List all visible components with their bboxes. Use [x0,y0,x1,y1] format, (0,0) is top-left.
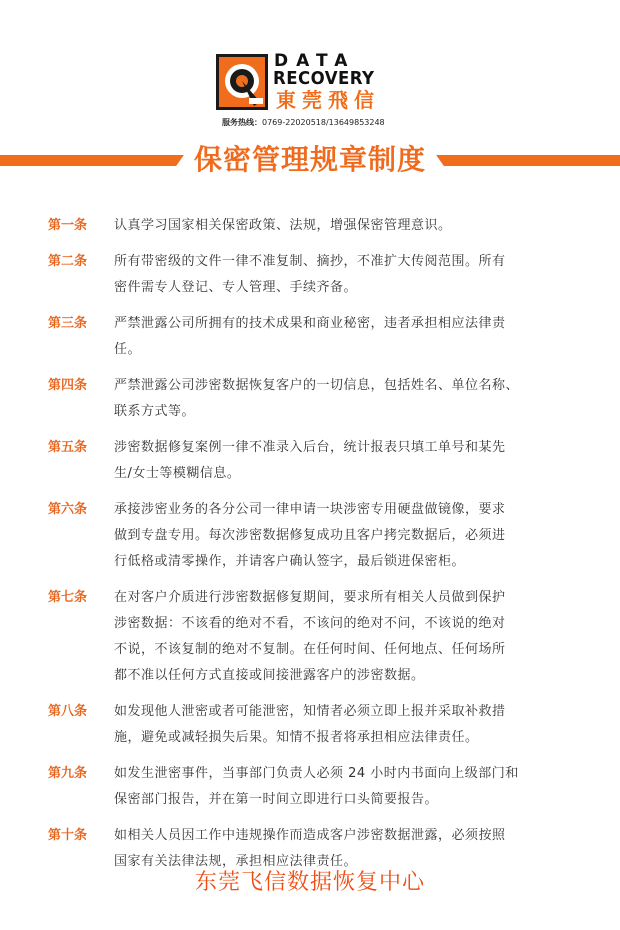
rule-line: 在对客户介质进行涉密数据修复期间，要求所有相关人员做到保护 [114,590,506,605]
rule-label: 第七条 [48,590,88,605]
rule-text [114,497,576,575]
rule-item [0,213,620,239]
rule-line: 严禁泄露公司涉密数据恢复客户的一切信息，包括姓名、单位名称、 [114,378,520,393]
rule-line: 严禁泄露公司所拥有的技术成果和商业秘密，违者承担相应法律责 [114,316,506,331]
rule-label: 第六条 [48,502,88,517]
rule-text [114,699,576,751]
rule-line: 都不准以任何方式直接或间接泄露客户的涉密数据。 [114,668,425,683]
rule-line: 涉密数据修复案例一律不准录入后台，统计报表只填工单号和某先 [114,440,506,455]
rule-label: 第四条 [48,378,88,393]
rule-label: 第二条 [48,254,88,269]
rule-line: 行低格或清零操作，并请客户确认签字，最后锁进保密柜。 [114,554,466,569]
rule-item [0,435,620,487]
logo-text-chinese: 東莞飛信 [276,88,380,112]
rule-text [114,311,576,363]
rule-item [0,373,620,425]
rule-line: 如发现他人泄密或者可能泄密，知情者必须立即上报并采取补救措 [114,704,506,719]
rule-text [114,761,576,813]
rule-text [114,435,576,487]
rule-line: 认真学习国家相关保密政策、法规，增强保密管理意识。 [114,218,452,233]
rule-label: 第五条 [48,440,88,455]
logo-text-data: DATA [274,51,356,71]
rule-line: 保密部门报告，并在第一时间立即进行口头简要报告。 [114,792,439,807]
rule-line: 生/女士等模糊信息。 [114,466,241,481]
rule-line: 涉密数据：不该看的绝对不看，不该问的绝对不问，不该说的绝对 [114,616,506,631]
rule-line: 不说，不该复制的绝对不复制。在任何时间、任何地点、任何场所 [114,642,506,657]
title-banner [0,138,620,182]
rule-label: 第八条 [48,704,88,719]
rule-line: 如发生泄密事件，当事部门负责人必须 24 小时内书面向上级部门和 [114,766,519,781]
rule-item [0,699,620,751]
banner-line-right [446,155,620,166]
rule-line: 联系方式等。 [114,404,196,419]
rule-text [114,249,576,301]
rule-line: 国家有关法律法规，承担相应法律责任。 [114,854,358,869]
rule-line: 施，避免或减轻损失后果。知情不报者将承担相应法律责任。 [114,730,479,745]
rule-text [114,373,576,425]
hotline-numbers: 0769-22020518/13649853248 [262,118,385,127]
hotline-label: 服务热线： [222,118,262,127]
footer-company-name: 东莞飞信数据恢复中心 [194,870,425,895]
rule-line: 如相关人员因工作中违规操作而造成客户涉密数据泄露，必须按照 [114,828,506,843]
rule-line: 任。 [114,342,142,357]
rule-label: 第三条 [48,316,88,331]
rule-label: 第九条 [48,766,88,781]
rule-line: 所有带密级的文件一律不准复制、摘抄，不准扩大传阅范围。所有 [114,254,506,269]
rule-item [0,311,620,363]
rule-label: 第十条 [48,828,88,843]
page-title: 保密管理规章制度 [193,143,426,176]
rule-item [0,761,620,813]
logo-text-recovery: RECOVERY [273,68,375,89]
rule-label: 第一条 [48,218,88,233]
rule-text [114,213,576,239]
rule-line: 密件需专人登记、专人管理、手续齐备。 [114,280,358,295]
company-logo [216,51,400,122]
banner-line-left [0,155,170,166]
rules-list [0,213,620,885]
rule-line: 做到专盘专用。每次涉密数据修复成功且客户拷完数据后，必须进 [114,528,506,543]
disk-logo-icon [216,54,268,110]
hotline [222,118,385,128]
rule-line: 承接涉密业务的各分公司一律申请一块涉密专用硬盘做镜像，要求 [114,502,506,517]
rule-item [0,585,620,689]
rule-item [0,497,620,575]
rule-item [0,249,620,301]
rule-text [114,585,576,689]
